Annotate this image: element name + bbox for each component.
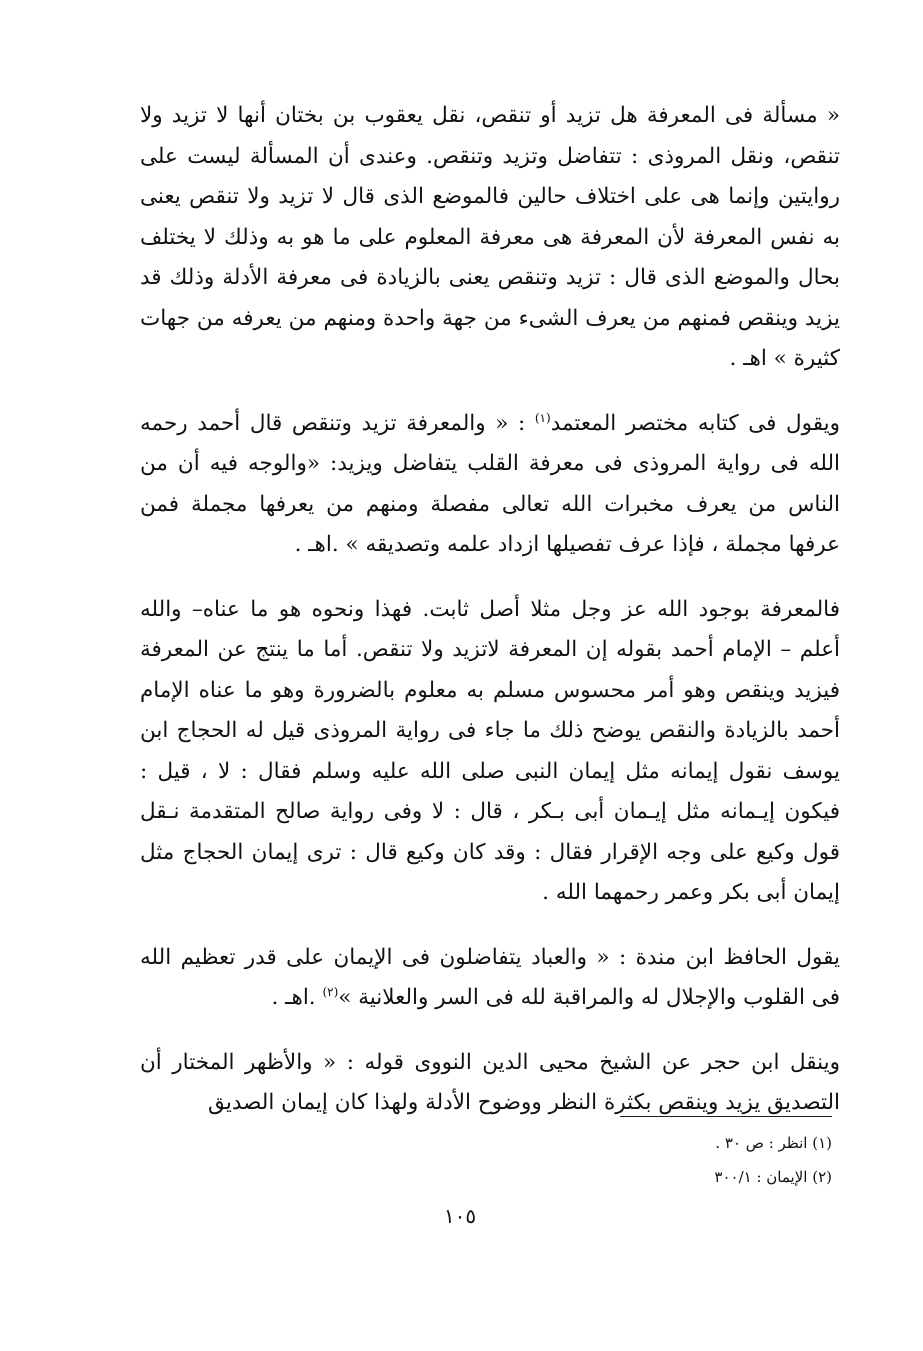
- paragraph-4-text-end: .اهـ .: [271, 985, 323, 1010]
- footnote-separator: [620, 1116, 832, 1117]
- paragraph-2: [140, 404, 840, 566]
- paragraph-5-text: وينقل ابن حجر عن الشيخ محيى الدين النووى قوله : « والأظهر المختار أن التصديق يزيد وينقص بكثرة النظر ووضوح الأدلة ولهذا كان إيمان الصديق: [140, 1049, 840, 1115]
- paragraph-2-text-end: : « والمعرفة تزيد وتنقص قال أحمد رحمه الله فى رواية المروذى فى معرفة القلب يتفاضل ويزيد: «والوجه فيه أن من الناس من يعرف مخبرات الله تعالى مفصلة ومنهم من يعرفها مجملة فمن عرفها مجملة ، فإذا عرف تفصيلها ازداد علمه وتصديقه » .اهـ .: [140, 410, 840, 557]
- footnote-ref-1: (١): [534, 410, 551, 425]
- footnote-ref-2: (٢): [322, 984, 339, 999]
- paragraph-5: [140, 1043, 840, 1124]
- paragraph-2-text-start: ويقول فى كتابه مختصر المعتمد: [550, 410, 840, 436]
- paragraph-1-text: « مسألة فى المعرفة هل تزيد أو تنقص، نقل يعقوب بن بختان أنها لا تزيد ولا تنقص، ونقل المروذى : تتفاضل وتزيد وتنقص. وعندى أن المسألة ليست على روايتين وإنما هى على اختلاف حالين فالموضع الذى قال لا تزيد ولا تنقص يعنى به نفس المعرفة لأن المعرفة هى معرفة المعلوم على ما هو به وذلك لا يختلف بحال والموضع الذى قال : تزيد وتنقص يعنى بالزيادة فى معرفة الأدلة وذلك قد يزيد وينقص فمنهم من يعرف الشىء من جهة واحدة ومنهم من يعرفه من جهات كثيرة » اهـ .: [140, 103, 840, 371]
- paragraph-3-text: فالمعرفة بوجود الله عز وجل مثلا أصل ثابت. فهذا ونحوه هو ما عناه– والله أعلم – الإمام أحمد بقوله إن المعرفة لاتزيد ولا تنقص. أما ما ينتج عن المعرفة فيزيد وينقص وهو أمر محسوس مسلم به معلوم بالضرورة وهو ما عناه الإمام أحمد بالزيادة والنقص يوضح ذلك ما جاء فى رواية المروذى قيل له الحجاج ابن يوسف نقول إيمانه مثل إيمان النبى صلى الله عليه وسلم فقال : لا ، قيل : فيكون إيـمانه مثل إيـمان أبى بـكر ، قال : لا وفى رواية صالح المتقدمة نـقل قول وكيع على وجه الإقرار فقال : وقد كان وكيع قال : ترى إيمان الحجاج مثل إيمان أبى بكر وعمر رحمهما الله .: [140, 596, 840, 905]
- footnote-1: (١) انظر : ص ٣٠ .: [715, 1134, 832, 1152]
- footnote-2: (٢) الإيمان : ٣٠٠/١: [714, 1168, 832, 1186]
- paragraph-1: [140, 96, 840, 380]
- main-text: [140, 96, 840, 1124]
- paragraph-4-text-start: يقول الحافظ ابن مندة : « والعباد يتفاضلون فى الإيمان على قدر تعظيم الله فى القلوب والإجلال له والمراقبة لله فى السر والعلانية »: [140, 944, 840, 1010]
- paragraph-3: [140, 590, 840, 914]
- footnotes: [500, 1126, 832, 1194]
- paragraph-4: [140, 938, 840, 1019]
- page-number: ١٠٥: [443, 1204, 477, 1228]
